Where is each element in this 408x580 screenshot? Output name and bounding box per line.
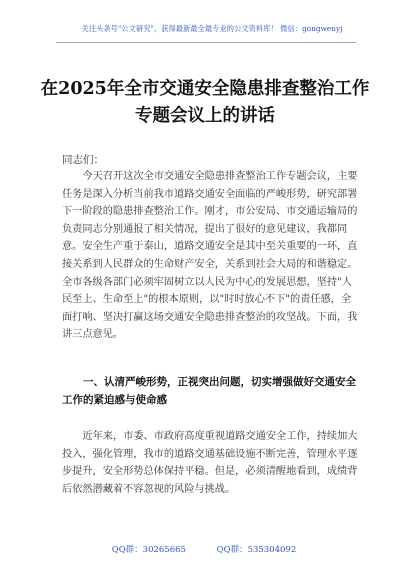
footer-qq-group-2: QQ群：535304092 <box>216 545 297 555</box>
greeting: 同志们： <box>62 154 104 166</box>
section-heading: 一、认清严峻形势，正视突出问题，切实增强做好交通安全工作的紧迫感与使命感 <box>62 376 356 406</box>
paragraph-body: 近年来，市委、市政府高度重视道路交通安全工作，持续加大投入，强化管理，我市的道路交通基础设施不断完善，管理水平逐步提升，安全形势总体保持平稳。但是，必须清醒地看到，成绩背后依然潜藏着不容忽视的风险与挑战。 <box>62 431 358 495</box>
header-note: 关注头条号"公文研究"，获得最新最全最专业的公文资料库！ 微信：gongwenyj <box>81 24 343 33</box>
footer-qq-group-1: QQ群：30265665 <box>111 545 186 555</box>
footer <box>0 543 408 555</box>
document-title: 在2025年全市交通安全隐患排查整治工作专题会议上的讲话 <box>40 79 370 126</box>
header-divider <box>56 42 356 43</box>
paragraph-intro: 今天召开这次全市交通安全隐患排查整治工作专题会议，主要任务是深入分析当前我市道路交通安全面临的严峻形势，研究部署下一阶段的隐患排查整治工作。刚才，市公安局、市交通运输局的负责同志分别通报了相关情况，提出了很好的意见建议，我都同意。安全生产重于泰山，道路交通安全是其中至关重要的一环，直接关系到人民群众的生命财产安全，关系到社会大局的和谐稳定。全市各级各部门必须牢固树立以人民为中心的发展思想，坚持"人民至上、生命至上"的根本原则，以"时时放心不下"的责任感，全面打响、坚决打赢这场交通安全隐患排查整治的攻坚战。下面，我讲三点意见。 <box>62 171 358 341</box>
